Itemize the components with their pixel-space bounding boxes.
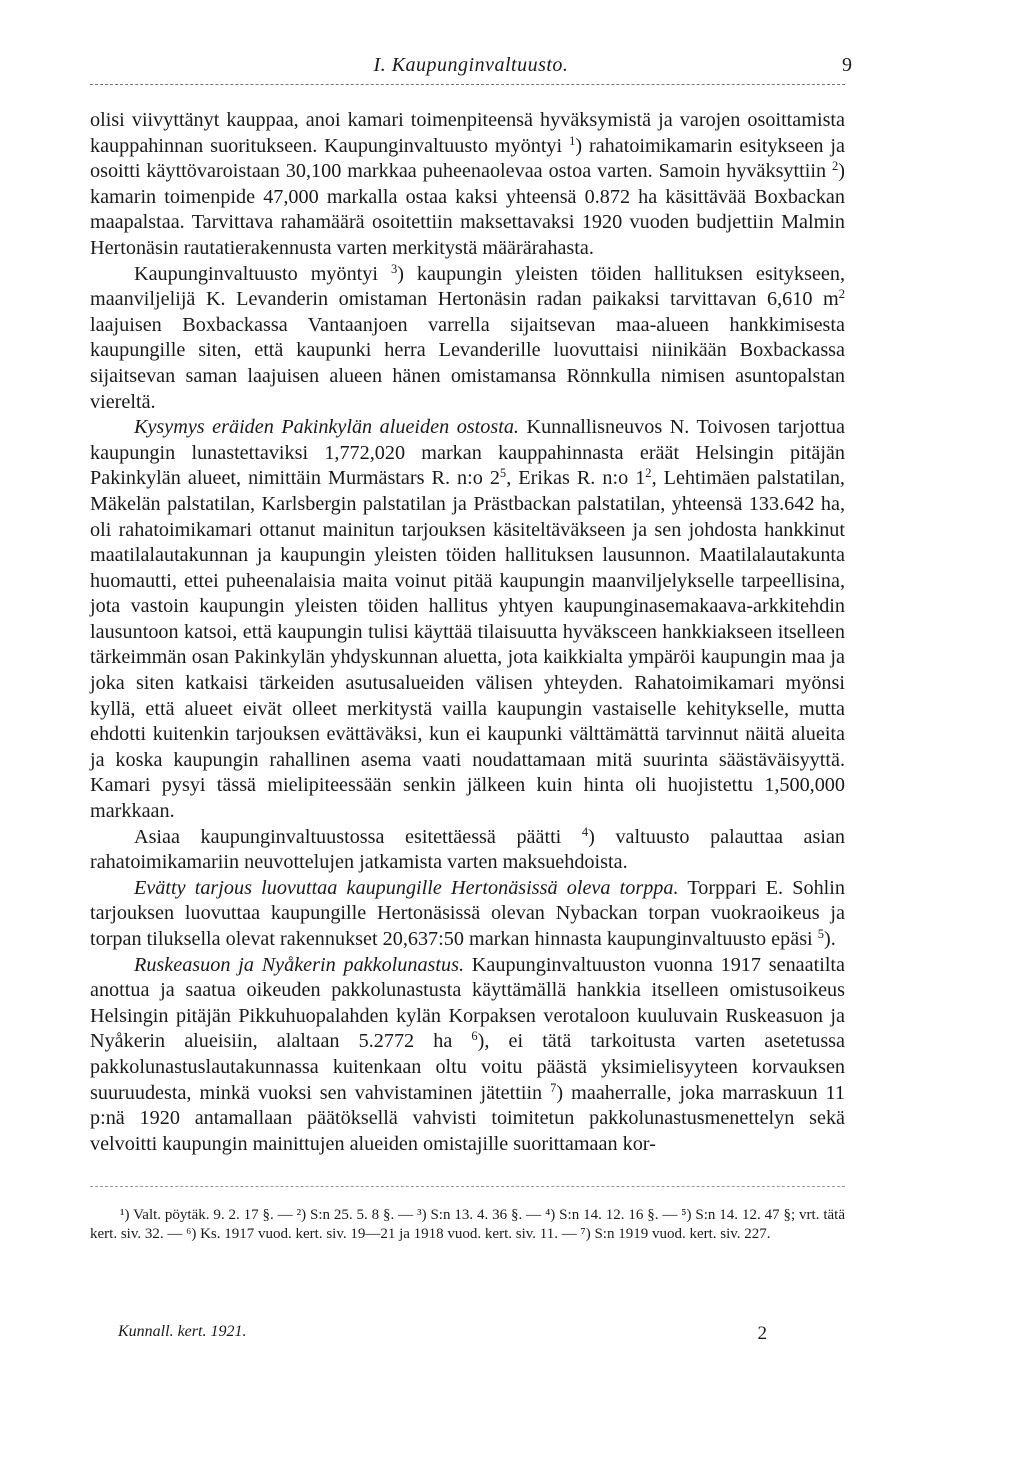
- footnote-marker: 2: [645, 466, 652, 481]
- footnote-marker: 4: [581, 824, 589, 839]
- body-text: [90, 108, 845, 1157]
- header-rule: [90, 84, 845, 85]
- footer-publication: Kunnall. kert. 1921.: [118, 1323, 247, 1340]
- paragraph-text: ) rahatoimikamarin esitykseen ja osoitti käyttövaroistaan 30,100 markkaa puheenaolevaa ostoa varten. Samoin hyväksyttiin: [90, 134, 845, 183]
- paragraph: [90, 825, 845, 876]
- footnote-marker: 6: [471, 1029, 478, 1044]
- header-title: I. Kaupunginvaltuusto.: [373, 54, 569, 76]
- paragraph-text: olisi viivyttänyt kauppaa, anoi kamari toimenpiteensä hyväksymistä ja varojen osoittamista kauppahinnan suoritukseen. Kaupunginvaltuusto myöntyi: [90, 109, 845, 157]
- section-heading-italic: Evätty tarjous luovuttaa kaupungille Hertonäsissä oleva torppa.: [134, 876, 679, 899]
- footnote-text: ¹) Valt. pöytäk. 9. 2. 17 §. — ²) S:n 25. 5. 8 §. — ³) S:n 13. 4. 36 §. — ⁴) S:n 14. 12. 16 §. — ⁵) S:n 14. 12. 47 §; vrt. tätä kert. siv. 32. — ⁶) Ks. 1917 vuod. kert. siv. 19—21 ja 1918 vuod. kert. siv. 11. — ⁷) S:n 1919 vuod. kert. siv. 227.: [90, 1207, 845, 1242]
- paragraph: [90, 108, 845, 262]
- footnote-marker: 5: [499, 466, 507, 481]
- paragraph-text: laajuisen Boxbackassa Vantaanjoen varrella sijaitsevan maa-alueen hankkimisesta kaupungille siten, että kaupunki herra Levanderille luovuttaisi niinikään Boxbackassa sijaitsevan saman laajuisen alueen hänen omistamansa Rönnkulla nimisen asuntopalstan viereltä.: [90, 313, 845, 413]
- paragraph: [90, 953, 845, 1158]
- footer-signature-mark: 2: [757, 1323, 767, 1344]
- paragraph: [90, 262, 845, 416]
- paragraph-text: ) maaherralle, joka marraskuun 11 p:nä 1920 antamallaan päätöksellä vahvisti toimitetun pakkolunastusmenettelyn sekä velvoitti kaupungin mainittujen alueiden omistajille suorittamaan kor-: [90, 1081, 845, 1155]
- paragraph-text: Kaupunginvaltuusto myöntyi: [134, 262, 391, 285]
- footnote-marker: 5: [817, 927, 824, 942]
- paragraph-text: , Lehtimäen palstatilan, Mäkelän palstatilan, Karlsbergin palstatilan ja Prästbackan palstatilan, yhteensä 133.642 ha, oli rahatoimikamari ottanut mainitun tarjouksen käsiteltäväkseen ja sen johdosta hankkinut maatilalautakunnan ja kaupungin yleisten töiden hallituksen lausunnon. Maatilalautakunta huomautti, ettei puheenalaisia maita voinut pitää kaupungin maanviljelykselle tarpeellisina, jota vastoin kaupungin yleisten töiden hallitus yhtyen kaupunginasemakaava-arkkitehdin lausuntoon katsoi, että kaupungin tulisi käyttää tilaisuutta hyväksceen hankkiakseen itselleen tärkeimmän osan Pakinkylän yhdyskunnan aluetta, jota kaikkialta ympäröi kaupungin maa ja joka siten katkaisi tärkeiden asutusalueiden välisen yhteyden. Rahatoimikamari myönsi kyllä, että alueet eivät olleet merkitystä vailla kaupungin vastaiselle kehitykselle, mutta ehdotti kuitenkin tarjouksen evättäväksi, kun ei kaupunki välttämättä tarvinnut näitä alueita ja koska kaupungin rahallinen asema vaati noudattamaan mitä suurinta säästäväisyyttä. Kamari pysyi tässä mielipiteessään senkin jälkeen kuin hinta oli huojistettu 1,500,000 markkaan.: [90, 467, 845, 823]
- paragraph-text: ).: [823, 928, 836, 950]
- paragraph-text: , Erikas R. n:o 1: [506, 467, 646, 490]
- page-number: 9: [842, 54, 852, 76]
- footnote-marker: 2: [838, 287, 845, 302]
- section-heading-italic: Kysymys eräiden Pakinkylän alueiden ostosta.: [134, 416, 519, 439]
- paragraph: [90, 415, 845, 825]
- footnote-rule: [90, 1186, 845, 1187]
- footnote-marker: 3: [390, 261, 398, 276]
- section-heading-italic: Ruskeasuon ja Nyåkerin pakkolunastus.: [134, 953, 465, 976]
- paragraph: [90, 876, 845, 953]
- footnote-marker: 2: [832, 159, 839, 174]
- page-footer: [90, 1323, 845, 1349]
- paragraph-text: ) kamarin toimenpide 47,000 markalla ostaa kaksi yhteensä 0.872 ha käsittävää Boxbackan maapalstaa. Tarvittava rahamäärä osoitettiin maksettavaksi 1920 vuoden budjettiin Malmin Hertonäsin rautatierakennusta varten merkitystä määrärahasta.: [90, 160, 845, 259]
- paragraph-text: Kunnallisneuvos N. Toivosen tarjottua kaupungin lunastettaviksi 1,772,020 markan kauppahinnasta eräät Helsingin pitäjän Pakinkylän alueet, nimittäin Murmästars R. n:o 2: [90, 416, 845, 490]
- paragraph-text: Asiaa kaupunginvaltuustossa esitettäessä päätti: [134, 825, 582, 848]
- footnote-marker: 1: [569, 133, 576, 148]
- running-header: [90, 54, 852, 84]
- paragraph-text: Kaupunginvaltuuston vuonna 1917 senaatilta anottua ja saatua oikeuden pakkolunastusta käyttämällä hankkia itselleen omistusoikeus Helsingin pitäjän Pikkuhuopalahden kylän Korpaksen verotaloon kuuluvain Ruskeasuon ja Nyåkerin alueisiin, alaltaan 5.2772 ha: [90, 953, 845, 1053]
- footnote-marker: 7: [550, 1080, 557, 1095]
- footnotes: [90, 1206, 845, 1244]
- paragraph-text: ), ei tätä tarkoitusta varten asetetussa pakkolunastuslautakunnassa kuitenkaan oltu voitu päästä yksimielisyyteen korvauksen suuruudesta, minkä vuoksi sen vahvistaminen jätettiin: [90, 1030, 845, 1104]
- paragraph-text: ) valtuusto palauttaa asian rahatoimikamariin neuvottelujen jatkamista varten maksuehdoista.: [90, 825, 845, 874]
- paragraph-text: Torppari E. Sohlin tarjouksen luovuttaa kaupungille Hertonäsissä olevan Nybackan torpan vuokraoikeus ja torpan tiluksella olevat rakennukset 20,637:50 markan hinnasta kaupunginvaltuusto epäsi: [90, 876, 845, 950]
- paragraph-text: ) kaupungin yleisten töiden hallituksen esitykseen, maanviljelijä K. Levanderin omistaman Hertonäsin radan paikaksi tarvittavan 6,610 m: [90, 262, 845, 311]
